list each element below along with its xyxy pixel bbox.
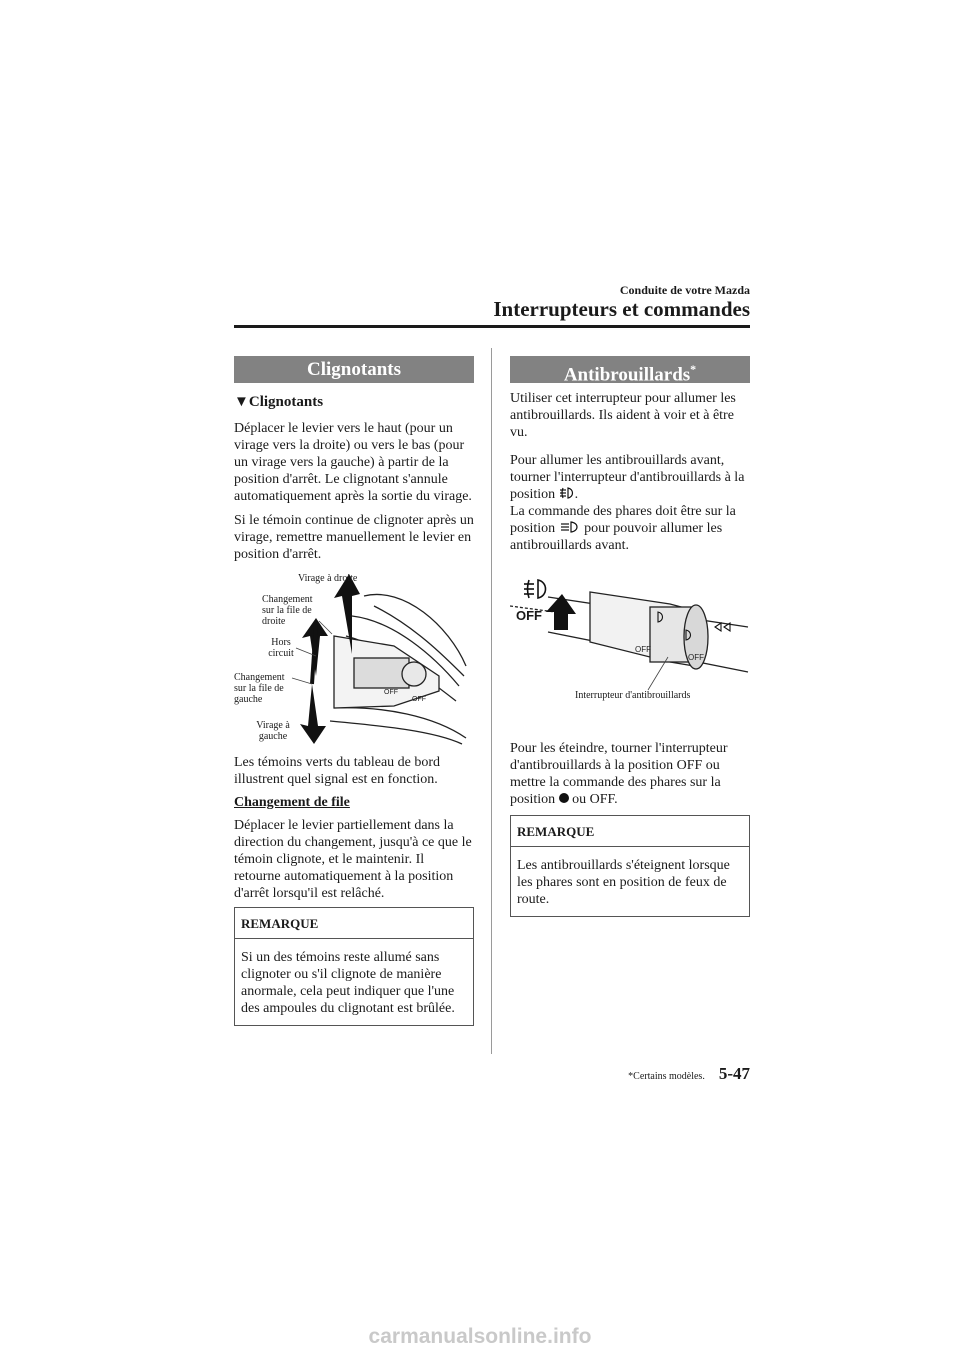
note-title: REMARQUE (235, 908, 473, 939)
chapter-title: Conduite de votre Mazda (619, 283, 750, 297)
label-changement-droite: Changement sur la file de droite (262, 594, 313, 627)
label-virage-droite: Virage à droite (298, 573, 358, 584)
footer-star: * (628, 1071, 634, 1082)
banner-antibrouillards (510, 356, 750, 386)
page-number: 5-47 (718, 1064, 750, 1083)
paragraph-r2-a: Pour allumer les antibrouillards avant, tourner l'interrupteur d'antibrouillards à la position (510, 453, 745, 502)
paragraph-1: Déplacer le levier vers le haut (pour un virage vers la droite) ou vers le bas (pour un virage vers la gauche) à partir de la position d'arrêt. Le clignotant s'annule automatiquement après la sortie du virage. (234, 421, 472, 504)
svg-text:OFF: OFF (688, 653, 704, 662)
paragraph-2: Si le témoin continue de clignoter après un virage, remettre manuellement le levier en position d'arrêt. (234, 513, 474, 562)
subheading-changement-file: Changement de file (234, 795, 350, 810)
dot-symbol-icon (559, 793, 569, 803)
front-fog-symbol-icon (559, 487, 575, 499)
label-hors-circuit: Hors circuit (268, 637, 294, 659)
paragraph-r3 (510, 740, 750, 808)
subsection-title: Clignotants (248, 394, 324, 410)
svg-text:OFF: OFF (635, 645, 651, 654)
paragraph-r2 (510, 452, 750, 554)
paragraph-4: Déplacer le levier partiellement dans la direction du changement, jusqu'à ce que le témoin clignote, et le maintenir. Il retourne automatiquement à la position d'arrêt lorsqu'il est relâché. (234, 818, 472, 901)
column-divider (491, 348, 492, 1054)
paragraph-r3-b: ou OFF. (572, 792, 618, 807)
paragraph-3: Les témoins verts du tableau de bord illustrent quel signal est en fonction. (234, 755, 441, 787)
label-virage-gauche: Virage à gauche (256, 720, 290, 742)
paragraph-r2-d: pour pouvoir allumer les antibrouillards avant. (510, 521, 723, 553)
note-box-left (234, 907, 474, 1026)
header-rule (234, 325, 750, 328)
section-title: Interrupteurs et commandes (493, 297, 750, 321)
paragraph-r3-a: Pour les éteindre, tourner l'interrupteur d'antibrouillards à la position OFF ou mettre la commande des phares sur la position (510, 741, 728, 807)
optional-star: * (690, 362, 697, 376)
note-body: Si un des témoins reste allumé sans clignoter ou s'il clignote de manière anormale, cela peut indiquer que l'une des ampoules du clignotant est brûlée. (241, 950, 455, 1016)
triangle-marker-icon: ▼ (234, 394, 249, 410)
note-box-right (510, 815, 750, 917)
page-footer (600, 1064, 750, 1084)
svg-text:OFF: OFF (384, 689, 398, 696)
off-label: OFF (516, 608, 542, 623)
footer-note: Certains modèles. (633, 1071, 705, 1082)
paragraph-r1: Utiliser cet interrupteur pour allumer les antibrouillards. Ils aident à voir et à être vu. (510, 391, 736, 440)
fog-switch-caption: Interrupteur d'antibrouillards (575, 690, 691, 701)
watermark: carmanualsonline.info (368, 1325, 592, 1348)
paragraph-r2-c: La commande des phares doit être sur la position (510, 504, 736, 536)
paragraph-r2-b: . (574, 487, 579, 502)
svg-text:OFF: OFF (412, 696, 426, 703)
fog-switch-illustration (510, 572, 750, 702)
banner-clignotants: Clignotants (234, 356, 474, 383)
fog-switch-figure (510, 572, 750, 702)
headlight-symbol-icon (559, 521, 581, 533)
note-title-right: REMARQUE (511, 816, 749, 847)
label-changement-gauche: Changement sur la file de gauche (234, 672, 285, 705)
note-body-right: Les antibrouillards s'éteignent lorsque les phares sont en position de feux de route. (517, 858, 730, 907)
banner-title: Antibrouillards (563, 364, 691, 386)
subsection-heading (234, 394, 474, 411)
